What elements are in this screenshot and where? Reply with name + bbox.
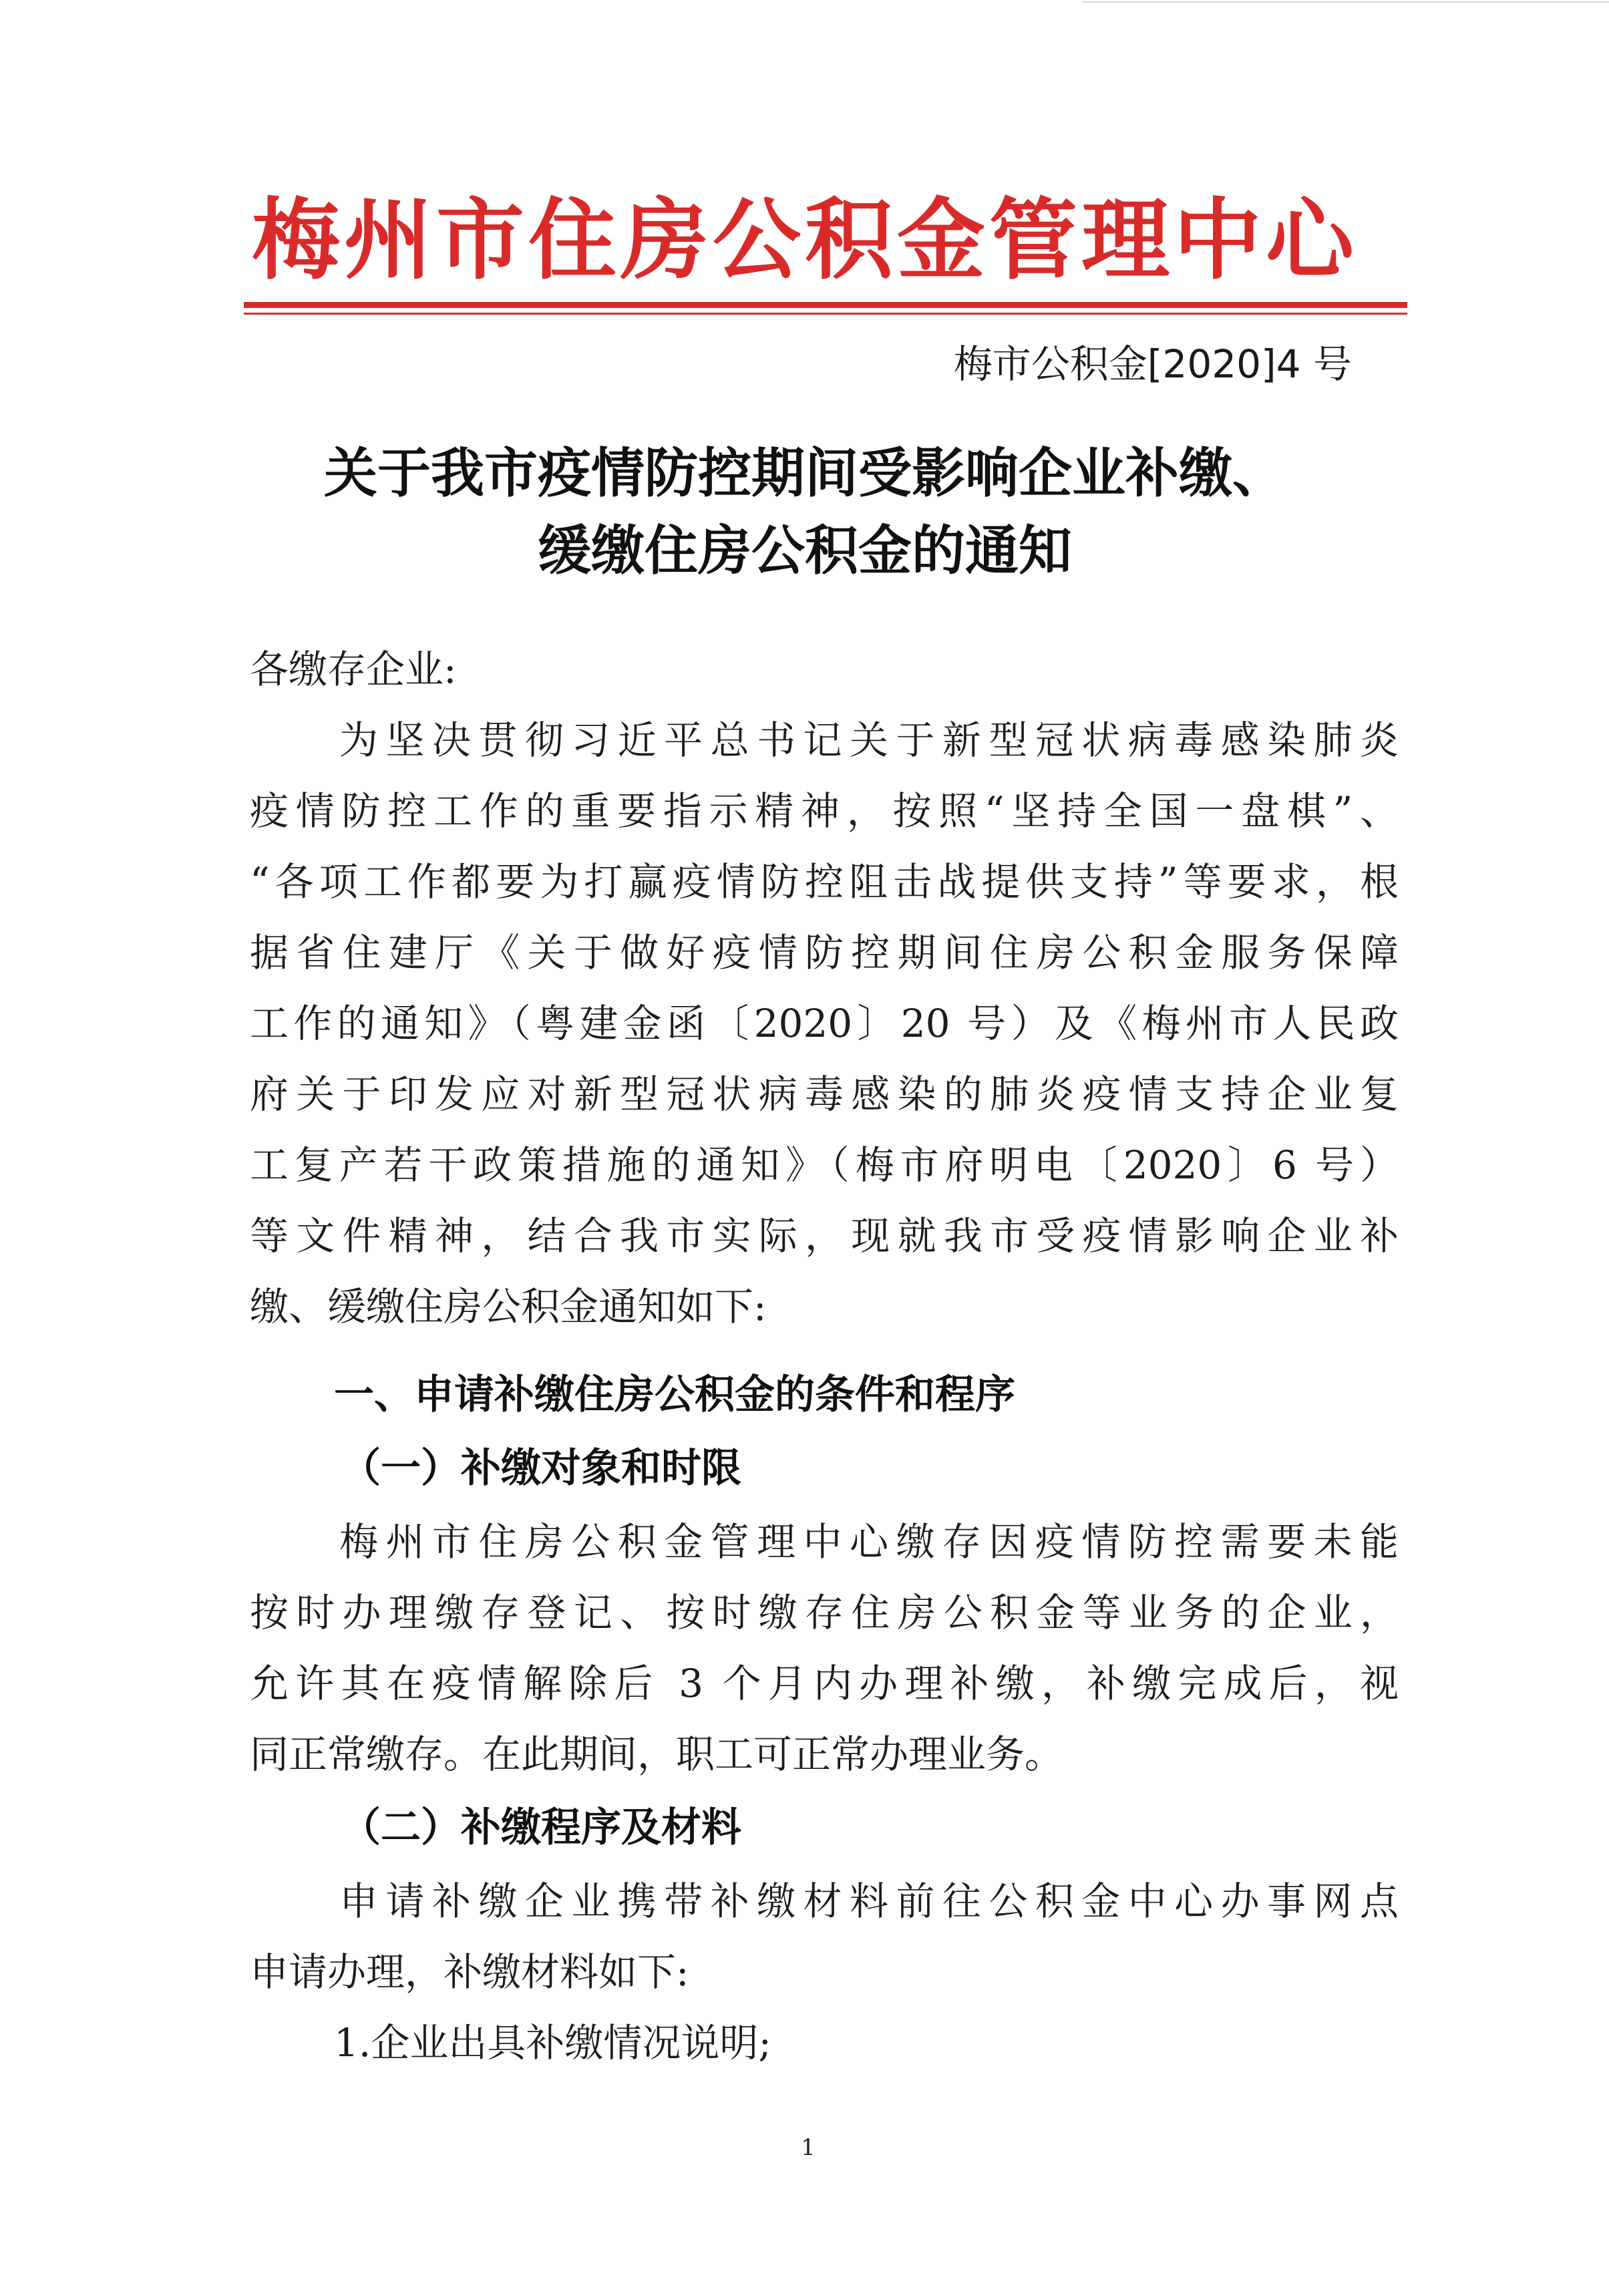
intro-line-9: 缴、缓缴住房公积金通知如下: bbox=[250, 1284, 767, 1329]
document-title bbox=[200, 434, 1409, 589]
page-number: 1 bbox=[801, 2134, 816, 2161]
section-1-1-line-4: 同正常缴存。在此期间，职工可正常办理业务。 bbox=[250, 1732, 1064, 1777]
document-title-line-2: 缓缴住房公积金的通知 bbox=[538, 519, 1072, 582]
section-1-2-heading: （二）补缴程序及材料 bbox=[341, 1804, 741, 1851]
letterhead-rule-thin bbox=[244, 313, 1407, 315]
section-1-2-line-1: 申请补缴企业携带补缴材料前往公积金中心办事网点 bbox=[339, 1878, 1399, 1924]
intro-line-1: 为坚决贯彻习近平总书记关于新型冠状病毒感染肺炎 bbox=[339, 717, 1399, 763]
section-1-2-item-1: 1.企业出具补缴情况说明; bbox=[334, 2020, 771, 2066]
intro-line-8: 等文件精神，结合我市实际，现就我市受疫情影响企业补 bbox=[250, 1213, 1399, 1259]
scan-edge-line bbox=[1082, 1, 1609, 3]
intro-line-2: 疫情防控工作的重要指示精神，按照“坚持全国一盘棋”、 bbox=[250, 788, 1399, 834]
document-title-line-1: 关于我市疫情防控期间受影响企业补缴、 bbox=[324, 442, 1286, 504]
intro-line-3: “各项工作都要为打赢疫情防控阻击战提供支持”等要求，根 bbox=[250, 859, 1399, 905]
section-1-heading: 一、申请补缴住房公积金的条件和程序 bbox=[334, 1371, 1015, 1418]
intro-line-5: 工作的通知》（粤建金函〔2020〕20 号）及《梅州市人民政 bbox=[250, 1001, 1399, 1046]
section-1-2-line-2: 申请办理，补缴材料如下: bbox=[250, 1949, 689, 1995]
section-1-1-line-2: 按时办理缴存登记、按时缴存住房公积金等业务的企业， bbox=[250, 1590, 1399, 1635]
intro-line-6: 府关于印发应对新型冠状病毒感染的肺炎疫情支持企业复 bbox=[250, 1072, 1399, 1117]
intro-line-7: 工复产若干政策措施的通知》（梅市府明电〔2020〕6 号） bbox=[250, 1142, 1399, 1188]
section-1-1-heading: （一）补缴对象和时限 bbox=[341, 1445, 741, 1492]
section-1-1-line-1: 梅州市住房公积金管理中心缴存因疫情防控需要未能 bbox=[339, 1519, 1399, 1565]
salutation: 各缴存企业: bbox=[250, 647, 457, 692]
intro-line-4: 据省住建厅《关于做好疫情防控期间住房公积金服务保障 bbox=[250, 930, 1399, 975]
section-1-1-line-3: 允许其在疫情解除后 3 个月内办理补缴，补缴完成后，视 bbox=[250, 1661, 1399, 1706]
letterhead-rule-thick bbox=[244, 302, 1407, 308]
document-number: 梅市公积金[2020]4 号 bbox=[953, 341, 1352, 387]
organization-letterhead: 梅州市住房公积金管理中心 bbox=[252, 189, 1358, 292]
